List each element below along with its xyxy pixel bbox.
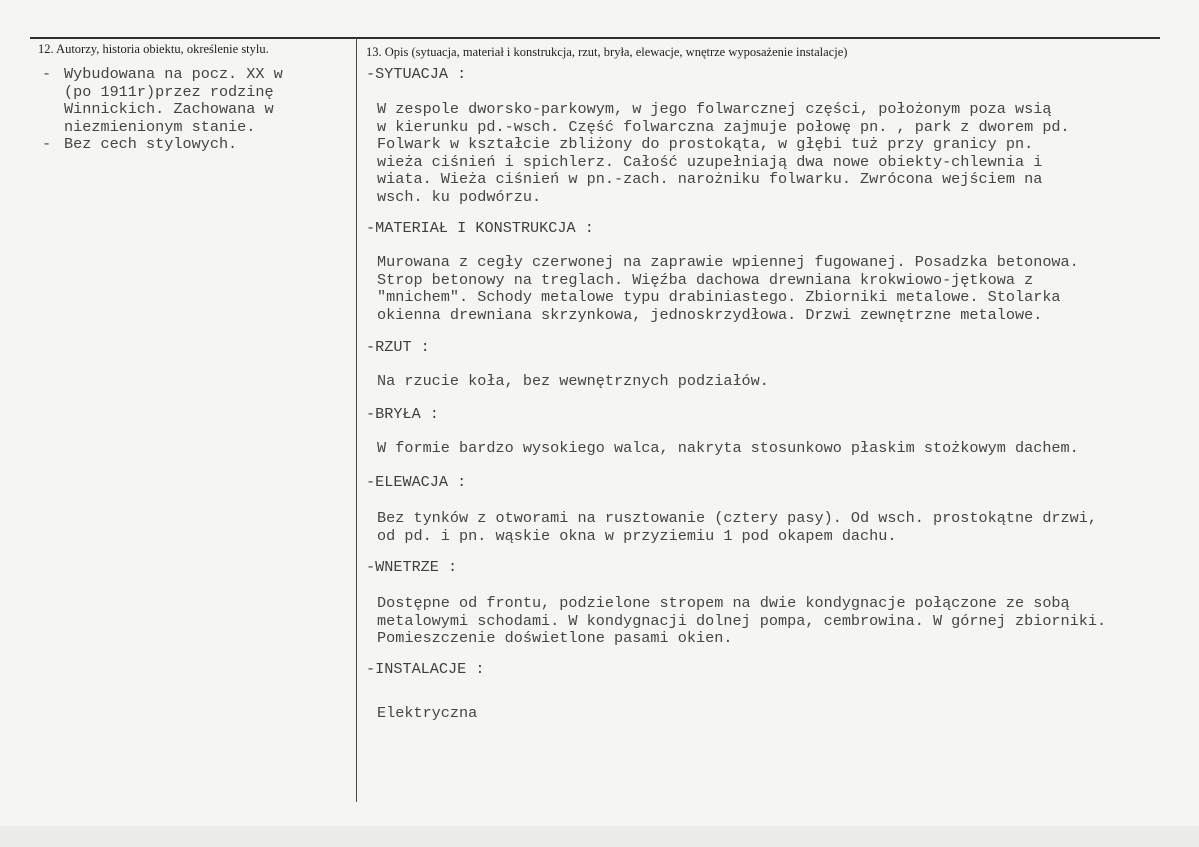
text-line: Pomieszczenie doświetlone pasami okien. bbox=[377, 629, 733, 647]
history-item bbox=[38, 66, 338, 136]
text-line: Murowana z cegły czerwonej na zaprawie wpiennej fugowanej. Posadzka betonowa. bbox=[377, 253, 1079, 271]
text-line: metalowymi schodami. W kondygnacji dolnej pompa, cembrowina. W górnej zbiorniki. bbox=[377, 611, 1107, 630]
text-line: okienna drewniana skrzynkowa, jednoskrzydłowa. Drzwi zewnętrzne metalowe. bbox=[377, 305, 1043, 324]
section-body-bryla bbox=[377, 440, 1079, 458]
text-line: W formie bardzo wysokiego walca, nakryta stosunkowo płaskim stożkowym dachem. bbox=[377, 439, 1079, 457]
section-body-elewacja bbox=[377, 510, 1097, 545]
section-body-material bbox=[377, 254, 1079, 324]
text-line: w kierunku pd.-wsch. Część folwarczna zajmuje połowę pn. , park z dworem pd. bbox=[377, 117, 1070, 136]
text-line: Folwark w kształcie zbliżony do prostokąta, w głębi tuż przy granicy pn. bbox=[377, 135, 1034, 153]
section-body-sytuacja bbox=[377, 101, 1070, 206]
list-dash: - bbox=[42, 65, 52, 83]
section-title-rzut: -RZUT : bbox=[366, 338, 430, 356]
history-list bbox=[38, 66, 338, 154]
history-line: Winnickich. Zachowana w bbox=[64, 100, 274, 118]
text-line: Strop betonowy na treglach. Więźba dachowa drewniana krokwiowo-jętkowa z bbox=[377, 270, 1034, 289]
history-line: Bez cech stylowych. bbox=[64, 135, 238, 153]
section-title-wnetrze: -WNETRZE : bbox=[366, 558, 458, 576]
text-line: "mnichem". Schody metalowe typu drabiniastego. Zbiorniki metalowe. Stolarka bbox=[377, 288, 1061, 306]
text-line: Bez tynków z otworami na rusztowanie (cztery pasy). Od wsch. prostokątne drzwi, bbox=[377, 509, 1098, 527]
text-line: Na rzucie koła, bez wewnętrznych podziałów. bbox=[377, 372, 769, 390]
section-title-bryla: -BRYŁA : bbox=[366, 405, 439, 423]
list-dash: - bbox=[42, 135, 52, 153]
description-header: 13. Opis (sytuacja, materiał i konstrukcja, rzut, bryła, elewacje, wnętrze wyposażenie instalacje) bbox=[366, 45, 848, 59]
section-title-elewacja: -ELEWACJA : bbox=[366, 473, 467, 491]
top-rule bbox=[30, 37, 1160, 39]
text-line: wiata. Wieża ciśnień w pn.-zach. narożniku folwarku. Zwrócona wejściem na bbox=[377, 170, 1043, 188]
section-body-wnetrze bbox=[377, 595, 1106, 648]
text-line: Elektryczna bbox=[377, 704, 478, 722]
section-title-instalacje: -INSTALACJE : bbox=[366, 660, 485, 678]
history-item bbox=[38, 136, 338, 154]
text-line: Dostępne od frontu, podzielone stropem na dwie kondygnacje połączone ze sobą bbox=[377, 594, 1070, 612]
text-line: wsch. ku podwórzu. bbox=[377, 187, 542, 206]
section-title-sytuacja: -SYTUACJA : bbox=[366, 65, 467, 83]
description-column bbox=[366, 45, 1194, 722]
text-line: W zespole dworsko-parkowym, w jego folwarcznej części, położonym poza wsią bbox=[377, 100, 1052, 118]
history-header: 12. Autorzy, historia obiektu, określenie stylu. bbox=[38, 42, 269, 56]
text-line: od pd. i pn. wąskie okna w przyziemiu 1 pod okapem dachu. bbox=[377, 526, 897, 545]
section-title-material: -MATERIAŁ I KONSTRUKCJA : bbox=[366, 219, 594, 237]
history-line: Wybudowana na pocz. XX w bbox=[64, 65, 283, 83]
section-body-instalacje bbox=[377, 705, 477, 723]
section-body-rzut bbox=[377, 373, 769, 391]
history-column bbox=[38, 42, 338, 154]
page-bottom-edge bbox=[0, 826, 1199, 847]
column-divider bbox=[356, 38, 357, 802]
text-line: wieża ciśnień i spichlerz. Całość uzupełniają dwa nowe obiekty-chlewnia i bbox=[377, 152, 1043, 171]
history-line: (po 1911r)przez rodzinę bbox=[64, 82, 274, 101]
history-line: niezmienionym stanie. bbox=[64, 117, 256, 136]
